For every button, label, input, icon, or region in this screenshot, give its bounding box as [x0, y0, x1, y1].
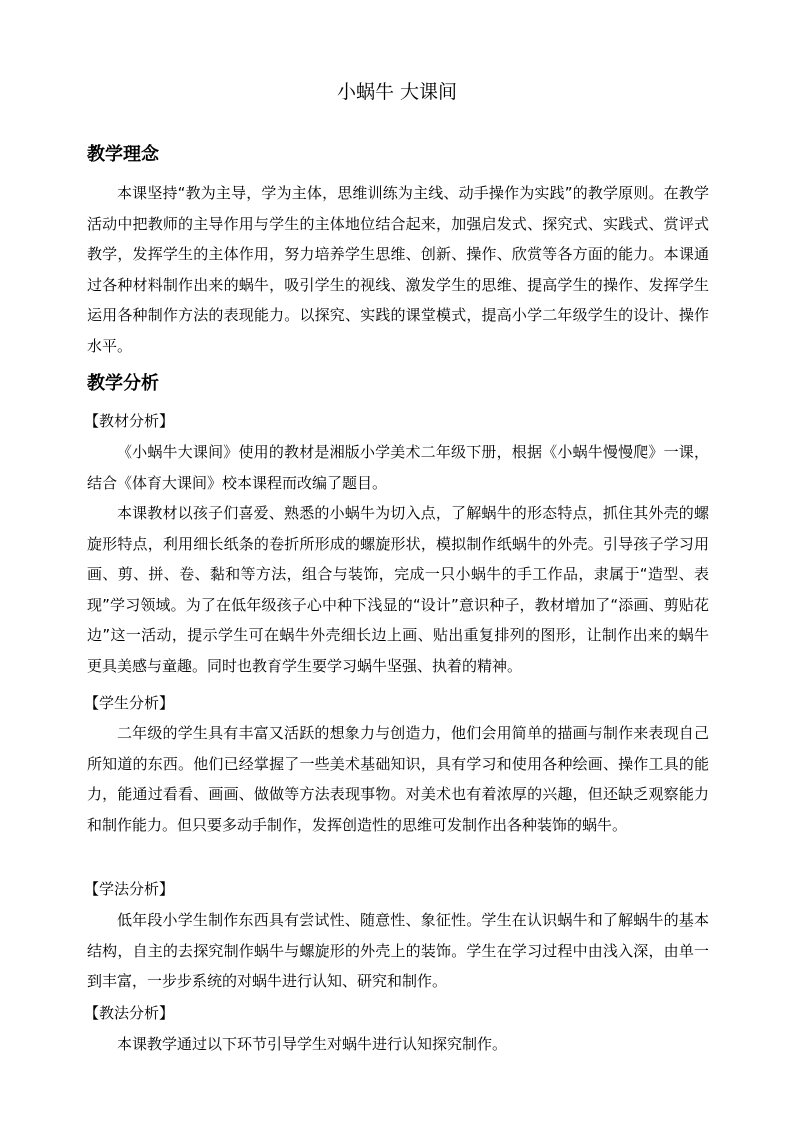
sub-heading-students: 【学生分析】: [84, 694, 175, 712]
teaching-paragraph: 本课教学通过以下环节引导学生对蜗牛进行认知探究制作。: [117, 1035, 508, 1053]
section-heading-analysis: 教学分析: [87, 373, 159, 394]
sub-heading-learning: 【学法分析】: [84, 880, 175, 898]
sub-heading-teaching: 【教法分析】: [84, 1004, 175, 1022]
philosophy-paragraph: 本课坚持“教为主导，学为主体，思维训练为主线、动手操作为实践”的教学原则。在教学活动中把教师的主导作用与学生的主体地位结合起来，加强启发式、探究式、实践式、赏评式教学，发挥学生的主体作用，努力培养学生思维、创新、操作、欣赏等各方面的能力。本课通过各种材料制作出来的蜗牛，吸引学生的视线、激发学生的思维、提高学生的操作、发挥学生运用各种制作方法的表现能力。以探究、实践的课堂模式，提高小学二年级学生的设计、操作水平。: [87, 184, 709, 355]
students-paragraph: 二年级的学生具有丰富又活跃的想象力与创造力，他们会用简单的描画与制作来表现自己所知道的东西。他们已经掌握了一些美术基础知识，具有学习和使用各种绘画、操作工具的能力，能通过看看、画画、做做等方法表现事物。对美术也有着浓厚的兴趣，但还缺乏观察能力和制作能力。但只要多动手制作，发挥创造性的思维可发制作出各种装饰的蜗牛。: [87, 724, 709, 834]
learning-paragraph: 低年段小学生制作东西具有尝试性、随意性、象征性。学生在认识蜗牛和了解蜗牛的基本结构，自主的去探究制作蜗牛与螺旋形的外壳上的装饰。学生在学习过程中由浅入深，由单一到丰富，一步步系统的对蜗牛进行认知、研究和制作。: [87, 911, 709, 990]
document-title: 小蜗牛 大课间: [336, 81, 458, 103]
sub-heading-material: 【教材分析】: [84, 412, 175, 430]
section-heading-philosophy: 教学理念: [87, 144, 159, 165]
material-paragraph-1: 《小蜗牛大课间》使用的教材是湘版小学美术二年级下册，根据《小蜗牛慢慢爬》一课，结合《体育大课间》校本课程而改编了题目。: [87, 443, 709, 492]
material-paragraph-2: 本课教材以孩子们喜爱、熟悉的小蜗牛为切入点，了解蜗牛的形态特点，抓住其外壳的螺旋形特点，利用细长纸条的卷折所形成的螺旋形状，模拟制作纸蜗牛的外壳。引导孩子学习用画、剪、拼、卷、黏和等方法，组合与装饰，完成一只小蜗牛的手工作品，隶属于“造型、表现”学习领域。为了在低年级孩子心中种下浅显的“设计”意识种子，教材增加了“添画、剪贴花边”这一活动，提示学生可在蜗牛外壳细长边上画、贴出重复排列的图形，让制作出来的蜗牛更具美感与童趣。同时也教育学生要学习蜗牛坚强、执着的精神。: [87, 504, 709, 675]
